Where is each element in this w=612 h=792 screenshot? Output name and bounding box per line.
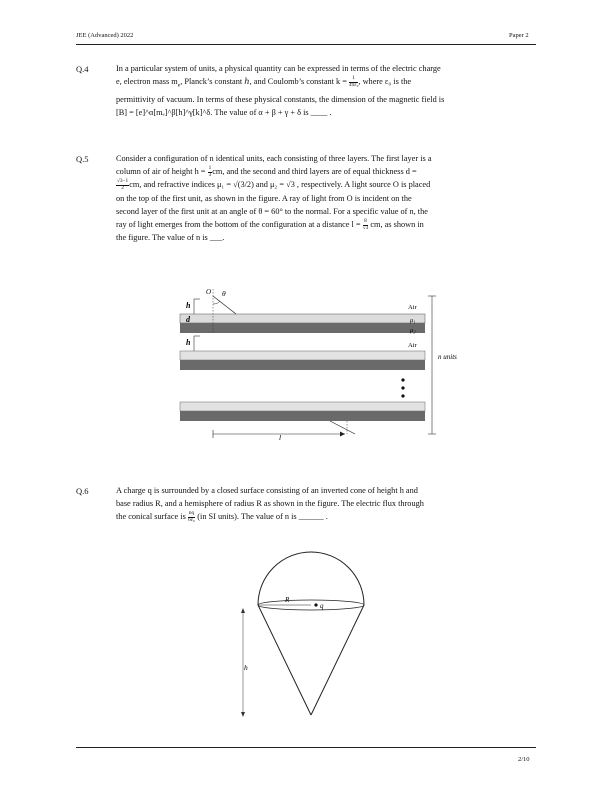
q4-line1: In a particular system of units, a physical quantity can be expressed in terms of the electric charge bbox=[116, 64, 441, 73]
q5-line2 bbox=[116, 165, 536, 178]
q5-line4: on the top of the first unit, as shown in the figure. A ray of light from O is incident on the bbox=[116, 193, 412, 203]
q5-line2-b: cm, and the second and third layers are of equal thickness d = bbox=[212, 167, 417, 177]
q5-theta-arc bbox=[213, 301, 220, 304]
q6-hemisphere bbox=[258, 552, 364, 605]
q6-line3-a: the conical surface is bbox=[116, 512, 186, 522]
q6-height-arrowhead-bottom bbox=[241, 712, 245, 717]
q5-layer-mu1-2 bbox=[180, 351, 425, 360]
q5-frac-d bbox=[116, 179, 129, 191]
q5-label-nunits: n units bbox=[438, 353, 457, 361]
q5-number: Q.5 bbox=[76, 154, 89, 164]
q6-height-arrowhead-top bbox=[241, 608, 245, 613]
q5-text bbox=[116, 152, 536, 244]
q5-label-mu1: μ₁ bbox=[410, 317, 416, 324]
q5-line6-b: cm, as shown in bbox=[370, 220, 424, 230]
q6-cone-left bbox=[258, 605, 311, 715]
q4-line4: [B] = [e]^α[mₑ]^β[h]^γ[k]^δ. The value of α + β + γ + δ is ____ . bbox=[116, 108, 332, 118]
q5-frac-l-num: 8 bbox=[364, 218, 367, 225]
q4-text bbox=[116, 62, 536, 119]
q5-line3-a: cm, and refractive indices μ₁ = bbox=[129, 180, 232, 190]
q5-frac-l-den: √3 bbox=[362, 224, 369, 231]
q5-line3-b: √(3/2) bbox=[233, 180, 254, 190]
q5-label-air2: Air bbox=[408, 342, 417, 349]
q5-ellipsis-dot-2 bbox=[401, 386, 404, 389]
q5-label-h2: h bbox=[186, 338, 191, 347]
q4-line2-b: , Planck’s constant ℎ, and Coulomb’s constant k = bbox=[180, 77, 347, 87]
q4-frac-den: 4πε₀ bbox=[349, 81, 359, 88]
q5-frac-l bbox=[363, 219, 369, 231]
q4-frac-k bbox=[349, 76, 358, 88]
q5-ellipsis-dot-3 bbox=[401, 394, 404, 397]
q6-frac-num: nq bbox=[188, 510, 195, 517]
q4-number: Q.4 bbox=[76, 64, 89, 74]
q6-frac-den: 6ε₀ bbox=[188, 517, 195, 523]
q6-label-q: q bbox=[320, 602, 324, 610]
header-paper-label: Paper 2 bbox=[509, 32, 529, 39]
q5-line7: the figure. The value of n is ___. bbox=[116, 233, 225, 243]
header-exam-title: JEE (Advanced) 2022 bbox=[76, 32, 134, 39]
q5-ellipsis-dot-1 bbox=[401, 378, 404, 381]
q6-label-h: h bbox=[244, 663, 248, 672]
q5-label-theta: θ bbox=[222, 289, 226, 298]
q5-label-l: l bbox=[279, 433, 282, 442]
q5-frac-h-den: 3 bbox=[208, 171, 212, 178]
q5-layer-mu2-1 bbox=[180, 323, 425, 333]
q6-charge-dot bbox=[314, 603, 317, 606]
q5-frac-d-num: √3−1 bbox=[117, 178, 129, 185]
q4-frac-num: 1 bbox=[349, 76, 358, 83]
q5-line3-c: and μ₂ = √3 , respectively. A light source O is placed bbox=[255, 180, 431, 190]
q4-line2: e, electron mass $m_e$, Planck’s constant ℎ, and Coulomb’s constant k = $\frac{1}{\text{4πε₀}}$ , where ε₀ is the bbox=[116, 75, 412, 89]
q5-frac-h-num: 1 bbox=[208, 165, 212, 172]
q5-label-O: O bbox=[206, 288, 212, 296]
q6-line1: A charge q is surrounded by a closed surface consisting of an inverted cone of height h and bbox=[116, 486, 418, 495]
q6-number: Q.6 bbox=[76, 486, 89, 496]
page-number: 2/10 bbox=[518, 756, 530, 763]
q5-layer-mu2-2 bbox=[180, 360, 425, 370]
q6-line2: base radius R, and a hemisphere of radius R as shown in the figure. The electric flux through bbox=[116, 499, 424, 509]
q5-emergent-ray bbox=[330, 421, 355, 434]
q5-line6-a: ray of light emerges from the bottom of the configuration at a distance l = bbox=[116, 220, 361, 230]
q6-figure bbox=[230, 548, 390, 723]
q6-text bbox=[116, 484, 536, 524]
q4-line3: permittivity of vacuum. In terms of these physical constants, the dimension of the magnetic field is bbox=[116, 95, 445, 105]
q5-layer-mu1-n bbox=[180, 402, 425, 411]
q5-label-h1: h bbox=[186, 301, 191, 310]
q5-line6 bbox=[116, 218, 536, 231]
q6-line3 bbox=[116, 510, 536, 523]
q6-line3-b: (in SI units). The value of n is ______ . bbox=[197, 512, 328, 522]
q5-line5: second layer of the first unit at an angle of θ = 60° to the normal. For a specific value of n, the bbox=[116, 206, 428, 216]
q5-figure bbox=[170, 282, 470, 442]
q5-label-air1: Air bbox=[408, 304, 417, 311]
q5-line2-a: column of air of height h = bbox=[116, 167, 206, 177]
q4-line2-c: , where ε₀ is the bbox=[358, 77, 412, 87]
q5-frac-d-den: 2 bbox=[121, 185, 124, 191]
q6-cone-right bbox=[311, 605, 364, 715]
q5-incident-ray bbox=[213, 296, 236, 314]
q6-label-R: R bbox=[285, 596, 290, 604]
footer-rule bbox=[76, 747, 536, 748]
q6-frac-flux bbox=[188, 511, 195, 523]
q5-label-mu2: μ₂ bbox=[410, 327, 416, 334]
q5-line1: Consider a configuration of n identical units, each consisting of three layers. The first layer is a bbox=[116, 154, 432, 163]
q5-layer-mu2-n bbox=[180, 411, 425, 421]
q5-line3 bbox=[116, 178, 536, 191]
q5-layer-mu1-1 bbox=[180, 314, 425, 323]
q5-distance-arrowhead bbox=[340, 432, 345, 437]
q5-label-d: d bbox=[186, 315, 190, 324]
q4-line2-a: e, electron mass m bbox=[116, 77, 178, 87]
header-rule bbox=[76, 44, 536, 45]
